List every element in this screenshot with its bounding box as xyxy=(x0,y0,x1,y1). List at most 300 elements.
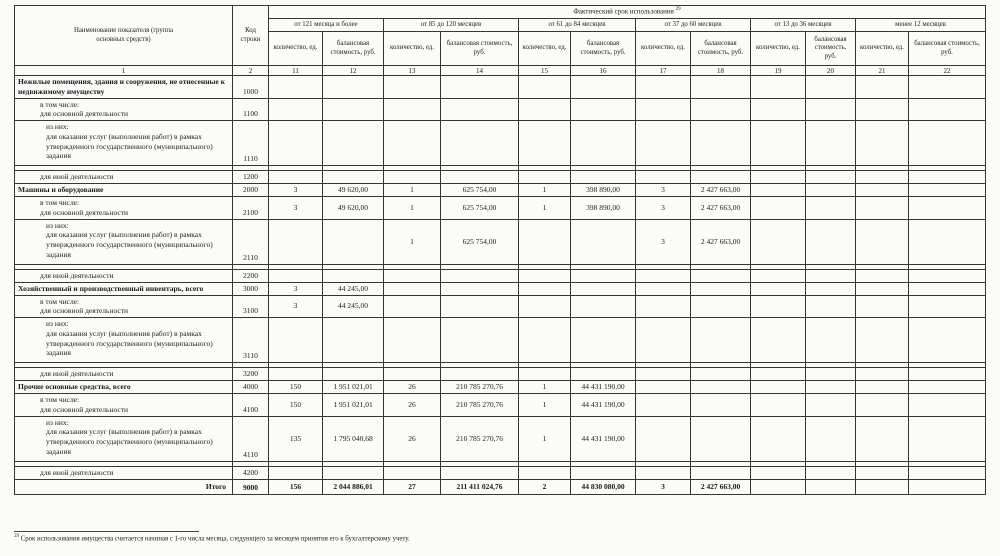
quantity-cell: 1 xyxy=(384,219,441,264)
column-number: 20 xyxy=(806,66,856,76)
value-cell xyxy=(323,219,384,264)
value-cell xyxy=(909,394,986,417)
value-cell xyxy=(571,98,636,121)
table-row-2100 xyxy=(15,197,986,220)
value-cell xyxy=(691,295,751,318)
quantity-cell xyxy=(751,381,806,394)
quantity-cell: 3 xyxy=(636,479,691,494)
value-cell xyxy=(441,466,519,479)
value-cell xyxy=(571,318,636,363)
row-name-text: для основной деятельности xyxy=(40,109,129,119)
period-group-header: от 121 месяца и более xyxy=(269,19,384,32)
row-name-cell xyxy=(15,219,233,264)
value-cell xyxy=(323,76,384,99)
quantity-cell: 26 xyxy=(384,381,441,394)
value-cell: 2 427 663,00 xyxy=(691,479,751,494)
value-cell: 210 785 270,76 xyxy=(441,416,519,461)
value-column-header: балансовая стоимость, руб. xyxy=(806,32,856,66)
value-cell: 1 951 021,01 xyxy=(323,381,384,394)
quantity-cell xyxy=(636,368,691,381)
column-number: 17 xyxy=(636,66,691,76)
title-footnote-ref: 29 xyxy=(675,7,681,13)
row-code: 4000 xyxy=(233,381,269,394)
quantity-cell xyxy=(519,282,571,295)
quantity-cell xyxy=(636,466,691,479)
column-number: 18 xyxy=(691,66,751,76)
column-number: 16 xyxy=(571,66,636,76)
quantity-cell xyxy=(384,368,441,381)
value-cell xyxy=(691,171,751,184)
quantity-cell: 3 xyxy=(636,184,691,197)
value-cell xyxy=(571,295,636,318)
value-cell xyxy=(806,318,856,363)
row-code: 3000 xyxy=(233,282,269,295)
quantity-cell xyxy=(751,197,806,220)
row-name-cell xyxy=(15,76,233,99)
quantity-cell xyxy=(751,171,806,184)
value-cell xyxy=(909,282,986,295)
table-title-text: Фактический срок использования xyxy=(573,7,674,16)
value-cell xyxy=(571,121,636,166)
row-name-prefix: в том числе: xyxy=(40,296,80,306)
column-number: 11 xyxy=(269,66,323,76)
quantity-cell xyxy=(519,269,571,282)
value-cell xyxy=(441,76,519,99)
quantity-cell xyxy=(856,416,909,461)
value-cell xyxy=(441,295,519,318)
quantity-cell xyxy=(519,318,571,363)
quantity-cell xyxy=(636,416,691,461)
value-cell: 44 431 190,00 xyxy=(571,381,636,394)
value-cell xyxy=(806,416,856,461)
value-cell: 44 830 080,00 xyxy=(571,479,636,494)
value-cell xyxy=(571,368,636,381)
quantity-cell xyxy=(269,318,323,363)
table-row-4200 xyxy=(15,466,986,479)
value-cell xyxy=(806,76,856,99)
value-cell xyxy=(806,282,856,295)
quantity-cell xyxy=(751,219,806,264)
value-cell xyxy=(806,171,856,184)
quantity-cell xyxy=(384,121,441,166)
quantity-cell: 3 xyxy=(269,197,323,220)
row-name-cell xyxy=(15,197,233,220)
quantity-cell: 3 xyxy=(269,184,323,197)
row-name-cell xyxy=(15,318,233,363)
row-name-text: Машины и оборудование xyxy=(18,185,104,194)
value-cell xyxy=(909,368,986,381)
value-cell: 210 785 270,76 xyxy=(441,394,519,417)
quantity-cell xyxy=(519,219,571,264)
quantity-cell: 150 xyxy=(269,394,323,417)
value-cell xyxy=(909,295,986,318)
quantity-cell xyxy=(519,295,571,318)
value-cell: 44 431 190,00 xyxy=(571,416,636,461)
table-row-4100 xyxy=(15,394,986,417)
value-cell xyxy=(909,466,986,479)
value-cell xyxy=(909,121,986,166)
value-cell xyxy=(441,98,519,121)
quantity-cell: 3 xyxy=(269,295,323,318)
value-cell xyxy=(806,368,856,381)
row-name-cell xyxy=(15,269,233,282)
table-row-3200 xyxy=(15,368,986,381)
period-group-header: от 61 до 84 месяцев xyxy=(519,19,636,32)
row-name-text: для основной деятельности xyxy=(40,306,129,316)
quantity-cell xyxy=(751,98,806,121)
row-name-cell xyxy=(15,295,233,318)
name-column-header-text: Наименование показателя (группа основных средств) xyxy=(73,27,174,43)
value-cell: 625 754,00 xyxy=(441,197,519,220)
value-cell xyxy=(323,171,384,184)
quantity-column-header: количество, ед. xyxy=(751,32,806,66)
quantity-cell xyxy=(856,466,909,479)
value-cell xyxy=(441,171,519,184)
table-row-2000 xyxy=(15,184,986,197)
footnote-ref: 29 xyxy=(14,533,19,539)
value-cell xyxy=(323,98,384,121)
value-column-header: балансовая стоимость, руб. xyxy=(691,32,751,66)
quantity-cell xyxy=(636,171,691,184)
value-cell: 1 951 021,01 xyxy=(323,394,384,417)
row-name-text: Нежилые помещения, здания и сооружения, не отнесенные к недвижимому имуществу xyxy=(18,77,225,96)
value-cell xyxy=(691,269,751,282)
value-cell xyxy=(571,171,636,184)
quantity-cell: 135 xyxy=(269,416,323,461)
value-cell xyxy=(909,381,986,394)
value-cell xyxy=(806,184,856,197)
value-cell xyxy=(571,282,636,295)
title-row xyxy=(15,6,986,19)
quantity-cell xyxy=(636,295,691,318)
quantity-column-header: количество, ед. xyxy=(636,32,691,66)
row-code: 9000 xyxy=(233,479,269,494)
quantity-cell xyxy=(856,318,909,363)
quantity-cell xyxy=(856,76,909,99)
row-name-text: для основной деятельности xyxy=(40,207,129,217)
value-cell xyxy=(691,368,751,381)
row-code: 2200 xyxy=(233,269,269,282)
value-cell: 49 620,00 xyxy=(323,197,384,220)
value-cell: 49 620,00 xyxy=(323,184,384,197)
row-name-prefix: из них: xyxy=(46,417,69,427)
column-number: 13 xyxy=(384,66,441,76)
quantity-cell: 1 xyxy=(519,381,571,394)
value-column-header: балансовая стоимость, руб. xyxy=(441,32,519,66)
quantity-cell xyxy=(636,121,691,166)
row-code: 2110 xyxy=(233,219,269,264)
quantity-cell: 26 xyxy=(384,394,441,417)
row-name-text: для иной деятельности xyxy=(40,369,114,378)
value-cell xyxy=(571,466,636,479)
quantity-cell: 3 xyxy=(269,282,323,295)
value-cell xyxy=(806,269,856,282)
row-name-text: для оказания услуг (выполнения работ) в рамках утвержденного государственного (муниципального) задания xyxy=(46,131,213,161)
footnote xyxy=(14,534,654,544)
value-cell xyxy=(691,381,751,394)
row-name-text: для оказания услуг (выполнения работ) в рамках утвержденного государственного (муниципального) задания xyxy=(46,328,213,358)
value-cell: 2 427 663,00 xyxy=(691,219,751,264)
row-code: 1110 xyxy=(233,121,269,166)
quantity-cell xyxy=(856,184,909,197)
quantity-column-header: количество, ед. xyxy=(519,32,571,66)
quantity-cell xyxy=(751,269,806,282)
quantity-cell xyxy=(519,466,571,479)
quantity-cell xyxy=(269,76,323,99)
row-code: 3200 xyxy=(233,368,269,381)
footnote-separator xyxy=(14,531,199,532)
value-cell xyxy=(571,219,636,264)
column-number: 21 xyxy=(856,66,909,76)
period-group-header: от 85 до 120 месяцев xyxy=(384,19,519,32)
quantity-cell xyxy=(751,184,806,197)
row-name-cell xyxy=(15,479,233,494)
row-name-cell xyxy=(15,98,233,121)
value-cell xyxy=(691,121,751,166)
row-code: 4200 xyxy=(233,466,269,479)
value-cell xyxy=(806,295,856,318)
quantity-cell xyxy=(856,121,909,166)
period-group-header: от 13 до 36 месяцев xyxy=(751,19,856,32)
quantity-cell xyxy=(856,269,909,282)
quantity-cell xyxy=(751,121,806,166)
row-code: 1100 xyxy=(233,98,269,121)
quantity-cell: 156 xyxy=(269,479,323,494)
quantity-cell xyxy=(751,479,806,494)
value-cell: 44 245,00 xyxy=(323,282,384,295)
fixed-assets-usage-table xyxy=(14,5,986,495)
table-row-1110 xyxy=(15,121,986,166)
quantity-cell xyxy=(751,76,806,99)
quantity-cell xyxy=(384,171,441,184)
quantity-cell xyxy=(751,368,806,381)
row-name-prefix: в том числе: xyxy=(40,99,80,109)
table-header xyxy=(15,6,986,76)
value-cell xyxy=(571,269,636,282)
table-body xyxy=(15,76,986,495)
value-cell xyxy=(441,269,519,282)
quantity-cell xyxy=(751,394,806,417)
quantity-cell xyxy=(856,171,909,184)
value-cell xyxy=(323,269,384,282)
value-cell xyxy=(909,479,986,494)
quantity-cell xyxy=(856,368,909,381)
quantity-cell: 27 xyxy=(384,479,441,494)
row-name-text: для оказания услуг (выполнения работ) в рамках утвержденного государственного (муниципального) задания xyxy=(46,427,213,456)
quantity-cell xyxy=(636,269,691,282)
quantity-cell xyxy=(519,121,571,166)
row-name-prefix: в том числе: xyxy=(40,395,80,404)
row-code: 2100 xyxy=(233,197,269,220)
row-name-text: Итого xyxy=(205,481,226,491)
table-row-3100 xyxy=(15,295,986,318)
name-column-header xyxy=(15,6,233,66)
value-cell: 211 411 024,76 xyxy=(441,479,519,494)
row-name-text: Хозяйственный и производственный инвентарь, всего xyxy=(18,283,204,293)
quantity-cell xyxy=(269,368,323,381)
row-name-cell xyxy=(15,416,233,461)
value-column-header: балансовая стоимость, руб. xyxy=(909,32,986,66)
value-cell: 44 431 190,00 xyxy=(571,394,636,417)
quantity-cell xyxy=(856,98,909,121)
quantity-cell xyxy=(269,269,323,282)
quantity-cell xyxy=(269,98,323,121)
row-code: 3110 xyxy=(233,318,269,363)
quantity-cell xyxy=(856,282,909,295)
quantity-cell xyxy=(519,76,571,99)
quantity-cell: 1 xyxy=(384,184,441,197)
column-number: 14 xyxy=(441,66,519,76)
row-name-text: для оказания услуг (выполнения работ) в рамках утвержденного государственного (муниципального) задания xyxy=(46,230,213,259)
value-cell: 625 754,00 xyxy=(441,219,519,264)
row-code: 3100 xyxy=(233,295,269,318)
value-cell xyxy=(909,416,986,461)
value-cell: 1 795 040,68 xyxy=(323,416,384,461)
row-name-cell xyxy=(15,184,233,197)
quantity-cell xyxy=(856,479,909,494)
row-name-cell xyxy=(15,282,233,295)
quantity-cell xyxy=(636,282,691,295)
row-name-prefix: в том числе: xyxy=(40,198,80,207)
quantity-cell: 1 xyxy=(384,197,441,220)
value-cell xyxy=(909,318,986,363)
value-cell xyxy=(323,318,384,363)
table-row-3000 xyxy=(15,282,986,295)
row-name-text: для основной деятельности xyxy=(40,404,129,414)
value-column-header: балансовая стоимость, руб. xyxy=(323,32,384,66)
quantity-cell xyxy=(856,381,909,394)
quantity-cell xyxy=(751,416,806,461)
value-cell: 2 427 663,00 xyxy=(691,197,751,220)
quantity-cell xyxy=(636,381,691,394)
value-cell xyxy=(909,171,986,184)
table-row-4110 xyxy=(15,416,986,461)
quantity-cell xyxy=(269,121,323,166)
row-name-text: для иной деятельности xyxy=(40,270,114,280)
value-column-header: балансовая стоимость, руб. xyxy=(571,32,636,66)
quantity-cell xyxy=(269,466,323,479)
value-cell xyxy=(909,269,986,282)
value-cell xyxy=(909,184,986,197)
quantity-cell xyxy=(751,282,806,295)
value-cell xyxy=(691,466,751,479)
value-cell xyxy=(323,466,384,479)
row-name-prefix: из них: xyxy=(46,220,69,230)
column-number: 12 xyxy=(323,66,384,76)
code-column-header: Код строки xyxy=(233,6,269,66)
row-name-prefix: из них: xyxy=(46,122,69,131)
quantity-cell: 26 xyxy=(384,416,441,461)
quantity-cell: 150 xyxy=(269,381,323,394)
quantity-column-header: количество, ед. xyxy=(269,32,323,66)
quantity-cell xyxy=(519,368,571,381)
quantity-cell: 3 xyxy=(636,197,691,220)
column-number: 2 xyxy=(233,66,269,76)
row-name-cell xyxy=(15,121,233,166)
value-cell xyxy=(571,76,636,99)
quantity-cell xyxy=(856,219,909,264)
value-cell xyxy=(323,368,384,381)
value-cell xyxy=(806,219,856,264)
quantity-cell xyxy=(751,318,806,363)
quantity-cell xyxy=(384,295,441,318)
quantity-cell xyxy=(856,295,909,318)
quantity-cell xyxy=(384,76,441,99)
value-cell xyxy=(806,466,856,479)
row-name-prefix: из них: xyxy=(46,319,69,328)
table-row-1100 xyxy=(15,98,986,121)
table-row-2110 xyxy=(15,219,986,264)
value-cell: 398 890,00 xyxy=(571,184,636,197)
value-cell xyxy=(691,416,751,461)
row-name-text: Прочие основные средства, всего xyxy=(18,382,131,391)
period-group-header: менее 12 месяцев xyxy=(856,19,986,32)
quantity-cell xyxy=(269,219,323,264)
value-cell: 2 427 663,00 xyxy=(691,184,751,197)
period-group-header: от 37 до 60 месяцев xyxy=(636,19,751,32)
table-row-3110 xyxy=(15,318,986,363)
value-cell: 2 044 886,01 xyxy=(323,479,384,494)
row-code: 2000 xyxy=(233,184,269,197)
value-cell xyxy=(691,318,751,363)
quantity-cell xyxy=(384,98,441,121)
value-cell xyxy=(806,98,856,121)
quantity-cell xyxy=(751,466,806,479)
value-cell xyxy=(909,98,986,121)
row-code: 4100 xyxy=(233,394,269,417)
value-cell xyxy=(691,76,751,99)
quantity-cell xyxy=(384,269,441,282)
value-cell xyxy=(806,197,856,220)
table-row-1000 xyxy=(15,76,986,99)
row-code: 1000 xyxy=(233,76,269,99)
quantity-cell xyxy=(269,171,323,184)
quantity-cell xyxy=(384,318,441,363)
quantity-cell xyxy=(636,318,691,363)
value-cell xyxy=(806,479,856,494)
column-number: 15 xyxy=(519,66,571,76)
value-cell xyxy=(909,76,986,99)
column-number: 19 xyxy=(751,66,806,76)
row-name-cell xyxy=(15,466,233,479)
quantity-cell xyxy=(636,98,691,121)
value-cell xyxy=(323,121,384,166)
value-cell: 210 785 270,76 xyxy=(441,381,519,394)
column-numbers-row xyxy=(15,66,986,76)
quantity-column-header: количество, ед. xyxy=(856,32,909,66)
row-name-cell xyxy=(15,171,233,184)
row-name-cell xyxy=(15,381,233,394)
value-cell xyxy=(441,282,519,295)
quantity-cell: 1 xyxy=(519,394,571,417)
footnote-text: Срок использования имущества считается начиная с 1-го числа месяца, следующего за месяцем принятия его к бухгалтерскому учету. xyxy=(20,534,410,542)
row-name-text: для иной деятельности xyxy=(40,467,114,477)
quantity-cell xyxy=(519,171,571,184)
table-row-4000 xyxy=(15,381,986,394)
table-row-9000 xyxy=(15,479,986,494)
row-code: 4110 xyxy=(233,416,269,461)
column-number: 1 xyxy=(15,66,233,76)
quantity-cell xyxy=(384,282,441,295)
value-cell xyxy=(441,368,519,381)
quantity-cell: 1 xyxy=(519,184,571,197)
value-cell xyxy=(909,197,986,220)
row-code: 1200 xyxy=(233,171,269,184)
value-cell xyxy=(441,121,519,166)
quantity-cell: 2 xyxy=(519,479,571,494)
value-cell: 398 890,00 xyxy=(571,197,636,220)
row-name-text: для иной деятельности xyxy=(40,172,114,181)
